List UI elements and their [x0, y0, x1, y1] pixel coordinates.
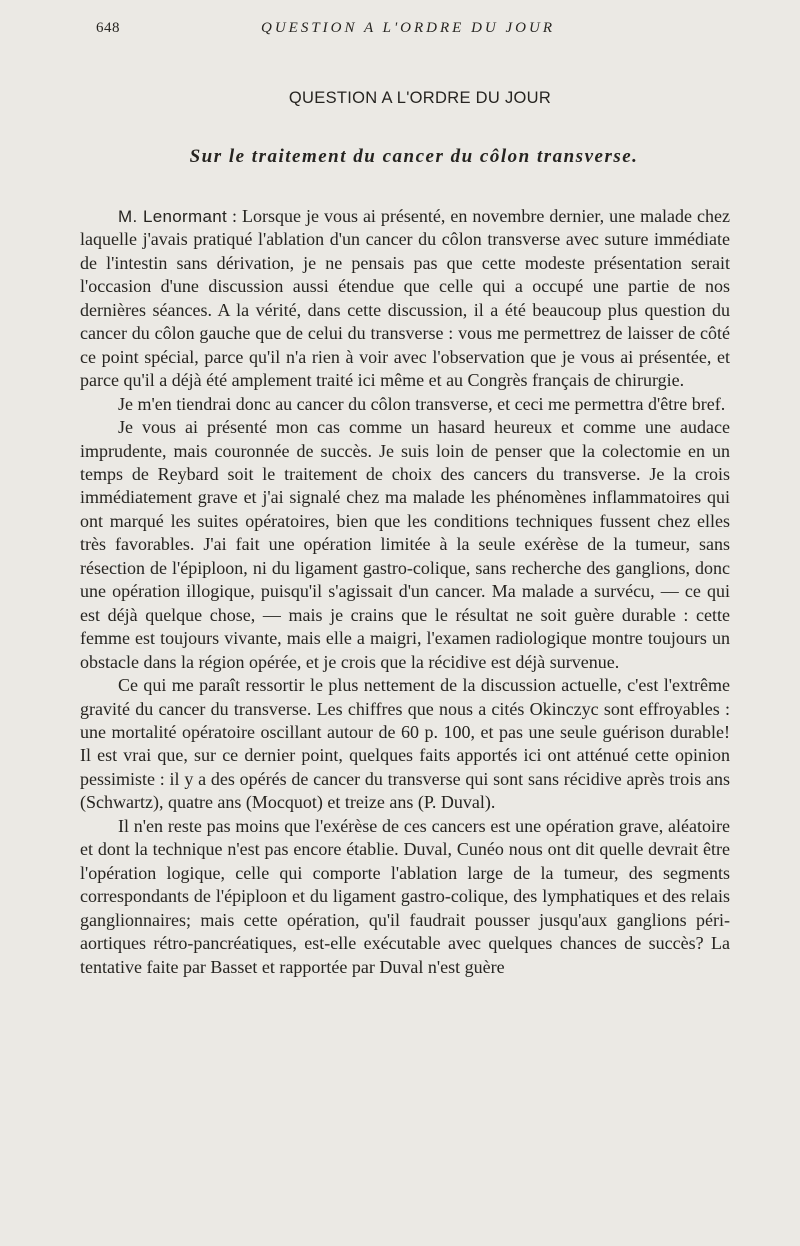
paragraph-5: Il n'en reste pas moins que l'exérèse de ces cancers est une opération grave, aléatoire et dont la technique n'est pas encore établie. Duval, Cunéo nous ont dit quelle devrait être l'opération logique, celle qui comporte l'ablation large de la tumeur, des segments correspondants de l'épiploon et du ligament gastro-colique, des lymphatiques et des relais ganglionnaires; mais cette opération, qu'il faudrait pousser jusqu'aux ganglions péri-aortiques rétro-pancréatiques, est-elle exécutable avec quelques chances de succès? La tentative faite par Basset et rapportée par Duval n'est guère	[80, 815, 730, 977]
running-title: QUESTION A L'ORDRE DU JOUR	[261, 20, 555, 36]
paragraph-3: Je vous ai présenté mon cas comme un hasard heureux et comme une audace imprudente, mais couronnée de succès. Je suis loin de penser que la colectomie en un temps de Reybard soit le traitement de choix des cancers du transverse. Je la crois immédiatement grave et j'ai signalé chez ma malade les phénomènes inflammatoires qui ont marqué les suites opératoires, bien que les conditions techniques fussent chez elles très favorables. J'ai fait une opération limitée à la seule exérèse de la tumeur, sans résection de l'épiploon, ni du ligament gastro-colique, sans recherche des ganglions, donc une opération illogique, puisqu'il s'agissait d'un cancer. Ma malade a survécu, — ce qui est déjà quelque chose, — mais je crains que le résultat ne soit guère durable : cette femme est toujours vivante, mais elle a maigri, l'examen radiologique montre toujours un obstacle dans la région opérée, et je crois que la récidive est déjà survenue.	[80, 417, 730, 672]
running-header	[96, 20, 732, 44]
speaker-name: M. Lenormant	[118, 207, 227, 226]
paragraph-1-text: : Lorsque je vous ai présenté, en novembre dernier, une malade chez laquelle j'avais pratiqué l'ablation d'un cancer du côlon transverse avec suture immédiate de l'intestin sans dérivation, je ne pensais pas que cette modeste présentation serait l'occasion d'une discussion aussi étendue que celle qui a occupé une partie de nos dernières séances. A la vérité, dans cette discussion, il a été beaucoup plus question du cancer du côlon gauche que de celui du transverse : vous me permettrez de laisser de côté ce point spécial, parce qu'il n'a rien à voir avec l'observation que je vous ai présentée, et parce qu'il a déjà été amplement traité ici même et au Congrès français de chirurgie.	[80, 206, 731, 391]
section-title: QUESTION A L'ORDRE DU JOUR	[288, 89, 552, 107]
paragraph-1	[80, 205, 730, 393]
article-body	[80, 205, 730, 979]
page-number: 648	[96, 20, 120, 36]
paragraph-4: Ce qui me paraît ressortir le plus nettement de la discussion actuelle, c'est l'extrême gravité du cancer du transverse. Les chiffres que nous a cités Okinczyc sont effroyables : une mortalité opératoire oscillant autour de 60 p. 100, et pas une seule guérison durable! Il est vrai que, sur ce dernier point, quelques faits apportés ici ont atténué cette opinion pessimiste : il y a des opérés de cancer du transverse qui sont sans récidive après trois ans (Schwartz), quatre ans (Mocquot) et treize ans (P. Duval).	[80, 675, 730, 813]
article-subtitle: Sur le traitement du cancer du côlon transverse.	[189, 146, 639, 167]
paragraph-2: Je m'en tiendrai donc au cancer du côlon transverse, et ceci me permettra d'être bref.	[118, 393, 726, 414]
